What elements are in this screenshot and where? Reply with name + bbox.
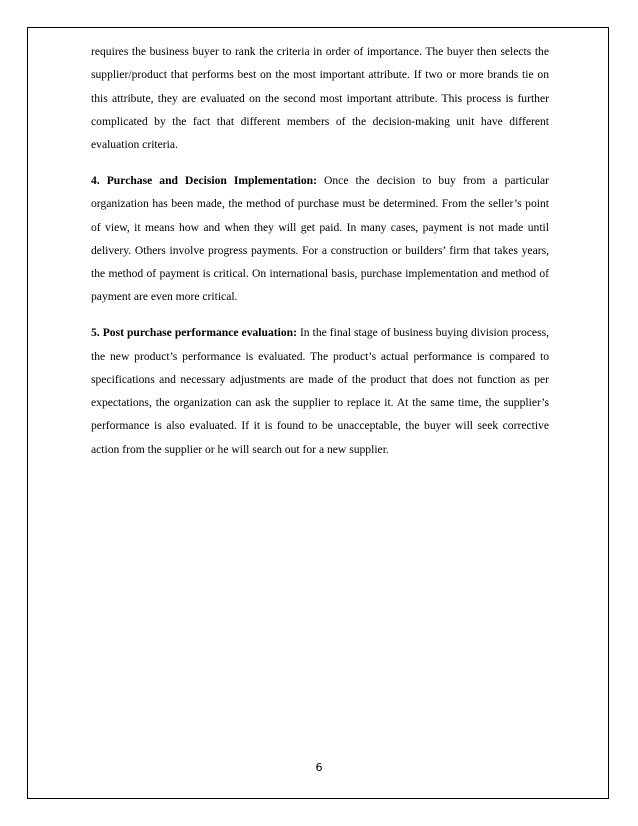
paragraph-text: Once the decision to buy from a particular organization has been made, the method of purchase must be determined. From the seller’s point of view, it means how and when they will get paid. In many cases, payment is not made until delivery. Others involve progress payments. For a construction or builders’ firm that takes years, the method of payment is critical. On international basis, purchase implementation and method of payment are even more critical. [91,173,549,304]
paragraph-purchase-implementation [91,169,549,309]
section-heading-post-purchase-evaluation: 5. Post purchase performance evaluation: [91,326,297,340]
paragraph-text: In the final stage of business buying division process, the new product’s performance is evaluated. The product’s actual performance is compared to specifications and necessary adjustments are made of the product that does not function as per expectations, the organization can ask the supplier to replace it. At the same time, the supplier’s performance is also evaluated. If it is found to be unacceptable, the buyer will seek corrective action from the supplier or he will search out for a new supplier. [91,326,549,456]
paragraph-text: requires the business buyer to rank the criteria in order of importance. The buyer then selects the supplier/product that performs best on the most important attribute. If two or more brands tie on this attribute, they are evaluated on the second most important attribute. This process is further complicated by the fact that different members of the decision-making unit have different evaluation criteria. [91,45,549,152]
section-heading-purchase-implementation: 4. Purchase and Decision Implementation: [91,173,317,187]
paragraph-post-purchase-evaluation [91,321,549,461]
page-number: 6 [315,761,323,774]
document-body [91,40,549,461]
paragraph-criteria-continuation [91,40,549,156]
